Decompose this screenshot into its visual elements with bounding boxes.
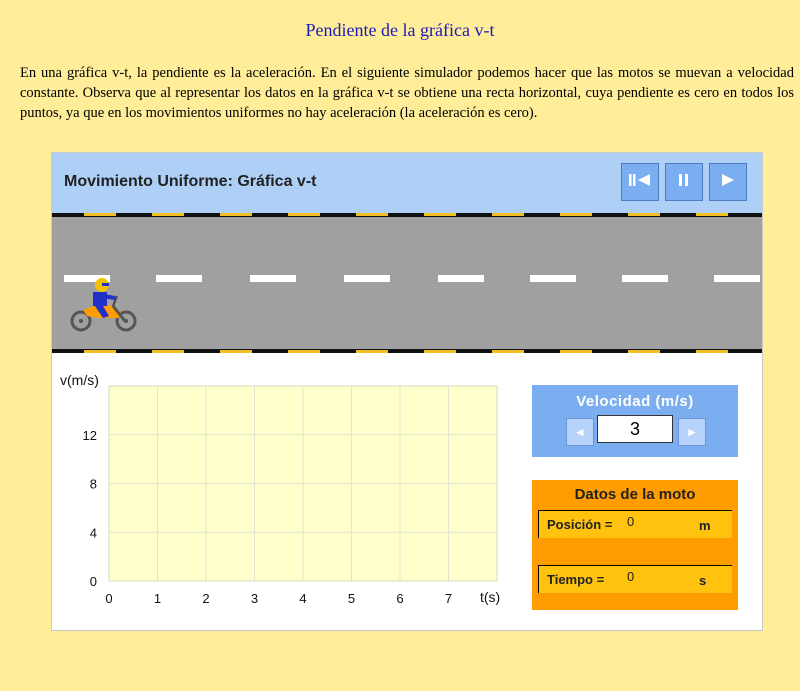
data-panel-title: Datos de la moto xyxy=(574,486,696,503)
x-tick-label: 2 xyxy=(202,591,210,606)
left-arrow-icon: ◄ xyxy=(574,425,586,439)
road-edge-dash xyxy=(492,213,524,216)
road-edge-dash xyxy=(356,213,388,216)
time-unit: s xyxy=(699,573,707,588)
road-edge-dash xyxy=(288,213,320,216)
position-row xyxy=(538,510,732,538)
rewind-to-start-icon xyxy=(629,173,651,192)
road-edge-dash xyxy=(628,213,660,216)
lane-dash xyxy=(622,275,668,282)
right-arrow-icon: ► xyxy=(686,425,698,439)
y-tick-label: 4 xyxy=(89,525,97,541)
time-value: 0 xyxy=(627,569,635,584)
pause-button[interactable] xyxy=(665,163,703,201)
x-tick-label: 3 xyxy=(250,591,259,606)
velocity-panel-title: Velocidad (m/s) xyxy=(576,393,694,410)
velocity-panel xyxy=(532,385,738,457)
graph-area xyxy=(52,353,762,631)
data-panel xyxy=(532,480,738,610)
page-title: Pendiente de la gráfica v-t xyxy=(305,20,495,40)
x-tick-label: 5 xyxy=(347,591,356,606)
simulator-title: Movimiento Uniforme: Gráfica v-t xyxy=(64,173,317,190)
road-edge-dash xyxy=(560,213,592,216)
y-tick-label: 8 xyxy=(89,476,97,492)
x-tick-label: 7 xyxy=(444,591,453,606)
position-value: 0 xyxy=(627,514,635,529)
play-button[interactable] xyxy=(709,163,747,201)
velocity-input[interactable]: 3 xyxy=(597,415,673,443)
decrease-velocity-button[interactable] xyxy=(566,418,594,446)
x-tick-label: 1 xyxy=(153,591,162,606)
position-unit: m xyxy=(699,518,711,533)
reset-button[interactable] xyxy=(621,163,659,201)
time-row xyxy=(538,565,732,593)
motorcycle-rider xyxy=(69,276,139,337)
increase-velocity-button[interactable] xyxy=(678,418,706,446)
lane-dash xyxy=(438,275,484,282)
lane-dash xyxy=(714,275,760,282)
intro-paragraph: En una gráfica v-t, la pendiente es la aceleración. En el siguiente simulador podemos hacer que las motos se muevan a velocidad constante. Observa que al representar los datos en la gráfica v-t se obtiene una recta horizontal, cuya pendiente es cero en todos los puntos, ya que en los movimientos uniformes no hay aceleración (la aceleración es cero). xyxy=(20,65,794,121)
road-edge-dash xyxy=(696,213,728,216)
simulator-panel xyxy=(51,152,763,631)
position-label: Posición = xyxy=(547,517,613,532)
play-icon xyxy=(721,173,735,192)
x-tick-label: 4 xyxy=(299,591,307,606)
y-tick-label: 12 xyxy=(82,427,97,443)
lane-dash xyxy=(344,275,390,282)
time-label: Tiempo = xyxy=(547,572,605,587)
simulator-header xyxy=(52,153,762,213)
road-edge-dash xyxy=(424,213,456,216)
road-edge-dash xyxy=(152,213,184,216)
lane-dash xyxy=(250,275,296,282)
road xyxy=(52,213,762,353)
x-axis-label: t(s) xyxy=(480,589,501,605)
road-edge-dash xyxy=(84,213,116,216)
road-edge-dash xyxy=(220,213,252,216)
lane-dash xyxy=(530,275,576,282)
pause-icon xyxy=(678,173,690,192)
x-tick-label: 0 xyxy=(105,591,113,606)
lane-dash xyxy=(156,275,202,282)
y-axis-label: v(m/s) xyxy=(60,372,99,388)
velocity-time-chart xyxy=(52,353,522,631)
y-tick-label: 0 xyxy=(89,574,97,589)
x-tick-label: 6 xyxy=(396,591,404,606)
